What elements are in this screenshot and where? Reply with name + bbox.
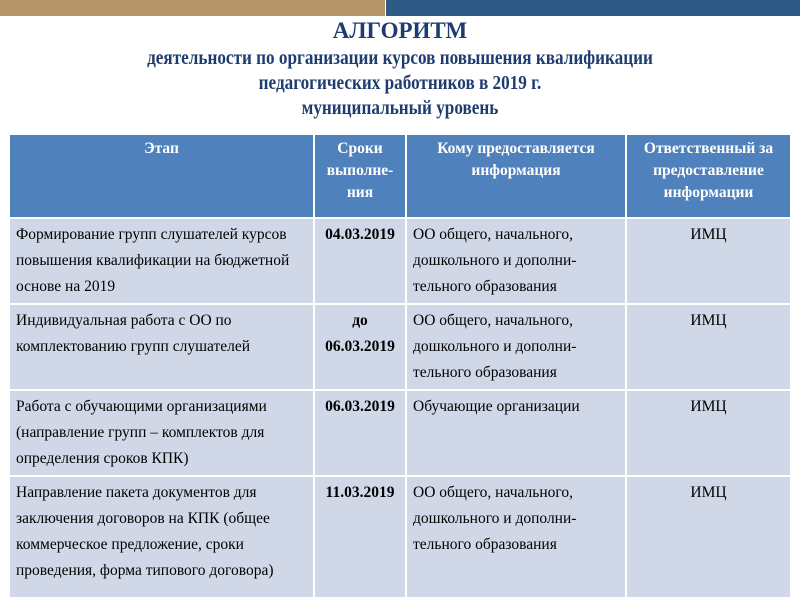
cell-date: 04.03.2019 — [314, 218, 406, 304]
cell-date: 06.03.2019 — [314, 390, 406, 476]
header-date: Сроки выполне-ния — [314, 134, 406, 218]
cell-responsible: ИМЦ — [626, 390, 791, 476]
slide-title — [0, 16, 800, 121]
title-line-2: деятельности по организации курсов повышения квалификации — [147, 48, 653, 69]
decor-bar-left — [0, 0, 385, 16]
title-line-3: педагогических работников в 2019 г. — [258, 73, 542, 94]
cell-recipient: ОО общего, начального, дошкольного и дополни-тельного образования — [406, 304, 626, 390]
cell-date: до 06.03.2019 — [314, 304, 406, 390]
cell-stage: Направление пакета документов для заключения договоров на КПК (общее коммерческое предложение, сроки проведения, форма типового договора) — [9, 476, 314, 598]
cell-date: 11.03.2019 — [314, 476, 406, 598]
table-row — [9, 304, 791, 390]
cell-recipient: Обучающие организации — [406, 390, 626, 476]
cell-responsible: ИМЦ — [626, 476, 791, 598]
cell-stage: Работа с обучающими организациями (направление групп – комплектов для определения сроков КПК) — [9, 390, 314, 476]
cell-recipient: ОО общего, начального, дошкольного и дополни-тельного образования — [406, 476, 626, 598]
table-header-row — [9, 134, 791, 218]
table-row — [9, 218, 791, 304]
cell-stage: Индивидуальная работа с ОО по комплектованию групп слушателей — [9, 304, 314, 390]
cell-recipient: ОО общего, начального, дошкольного и дополни-тельного образования — [406, 218, 626, 304]
title-main: АЛГОРИТМ — [332, 18, 468, 43]
decor-bar-right — [386, 0, 800, 16]
title-line-4: муниципальный уровень — [301, 98, 499, 119]
header-stage: Этап — [9, 134, 314, 218]
cell-stage: Формирование групп слушателей курсов повышения квалификации на бюджетной основе на 2019 — [9, 218, 314, 304]
algorithm-table — [8, 133, 792, 599]
header-recipient: Кому предоставляется информация — [406, 134, 626, 218]
table-row — [9, 476, 791, 598]
cell-responsible: ИМЦ — [626, 218, 791, 304]
cell-responsible: ИМЦ — [626, 304, 791, 390]
table-row — [9, 390, 791, 476]
header-responsible: Ответственный за предоставление информации — [626, 134, 791, 218]
